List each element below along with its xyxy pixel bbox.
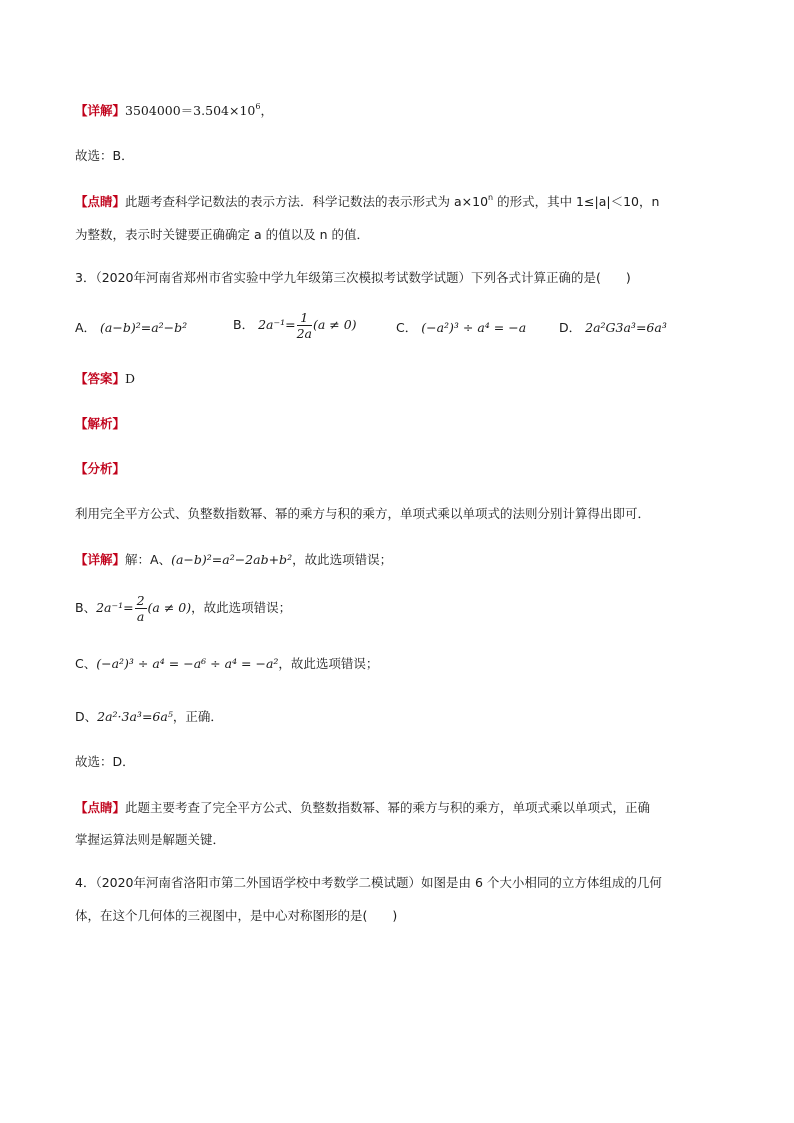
q3-stem: 3．（2020年河南省郑州市省实验中学九年级第三次模拟考试数学试题）下列各式计算正确的是( ) — [75, 270, 631, 285]
q3-option-b-fraction — [297, 310, 312, 341]
q3-detail-b-denominator: a — [136, 609, 145, 624]
q4-stem-line1: 4．（2020年河南省洛阳市第二外国语学校中考数学二模试题）如图是由 6 个大小相同的立方体组成的几何 — [75, 875, 662, 890]
q2-detail-exponent: 6 — [255, 102, 261, 111]
q3-comment-line2: 掌握运算法则是解题关键． — [75, 832, 226, 847]
q3-comment-l1: 此题主要考查了完全平方公式、负整数指数幂、幂的乘方与积的乘方，单项式乘以单项式，正确 — [125, 800, 651, 815]
q3-comment-line1 — [75, 798, 650, 818]
q3-detail-b-fraction — [135, 593, 147, 624]
q3-option-b — [233, 310, 357, 341]
q3-detail-b-cond: (a ≠ 0) — [147, 600, 192, 615]
q3-option-c-label: C． — [396, 320, 418, 335]
q3-options — [75, 310, 715, 346]
q3-option-b-label: B． — [233, 317, 255, 332]
q2-detail — [75, 101, 273, 121]
q3-detail-c-tail: ，故此选项错误； — [278, 656, 379, 671]
q3-detail-a-tail: ，故此选项错误； — [292, 552, 393, 567]
q3-option-c-expr: (−a²)³ ÷ a⁴ = −a — [421, 320, 527, 335]
q2-detail-text: 3504000＝3.504×10 — [125, 103, 256, 118]
q2-comment-l1b: 的形式，其中 1≤|a|＜10，n — [493, 194, 660, 209]
q3-option-a-expr: (a−b)²=a²−b² — [100, 320, 188, 335]
q3-detail-b-prefix: B、 — [75, 600, 97, 615]
q3-detail-tag: 【详解】 — [75, 552, 126, 567]
q3-detail-b-lhs: 2a⁻¹= — [96, 600, 134, 615]
q3-detail-prefix: 解：A、 — [125, 552, 172, 567]
q3-detail-a — [75, 550, 392, 570]
q2-comment-line2: 为整数，表示时关键要正确确定 a 的值以及 n 的值． — [75, 227, 369, 242]
q3-detail-c — [75, 654, 378, 674]
q3-analysis-heading: 【解析】 — [75, 416, 126, 431]
q3-detail-d-expr: 2a²·3a³=6a⁵ — [97, 709, 173, 724]
q3-comment-tag: 【点睛】 — [75, 800, 126, 815]
q3-option-b-numerator: 1 — [297, 310, 312, 326]
q3-detail-d-prefix: D、 — [75, 709, 98, 724]
q3-fenxi-heading: 【分析】 — [75, 461, 126, 476]
q3-detail-d-tail: ，正确． — [172, 709, 223, 724]
q3-option-d-expr: 2a²G3a³=6a³ — [585, 320, 667, 335]
q2-detail-tag: 【详解】 — [75, 103, 126, 118]
q3-choose: 故选：D． — [75, 754, 135, 769]
q3-option-b-denominator: 2a — [296, 326, 312, 341]
q3-answer-tag: 【答案】 — [75, 371, 126, 386]
q2-comment-line1 — [75, 192, 659, 212]
q3-detail-b-numerator: 2 — [136, 593, 145, 608]
q2-comment-tag: 【点睛】 — [75, 194, 126, 209]
q3-option-c — [396, 318, 526, 338]
q3-option-b-cond: (a ≠ 0) — [312, 317, 357, 332]
q3-detail-b — [75, 593, 291, 624]
q2-comment-l1a: 此题考查科学记数法的表示方法．科学记数法的表示形式为 a×10 — [125, 194, 489, 209]
q3-detail-d — [75, 707, 223, 727]
q3-option-a-label: A． — [75, 320, 97, 335]
q2-choose: 故选：B． — [75, 148, 134, 163]
q2-comment-exponent: n — [488, 193, 494, 202]
q3-answer-value: D — [125, 371, 136, 386]
q3-detail-c-expr: (−a²)³ ÷ a⁴ = −a⁶ ÷ a⁴ = −a² — [96, 656, 279, 671]
q3-option-a — [75, 318, 187, 338]
q3-option-d-label: D． — [559, 320, 582, 335]
q3-detail-c-prefix: C、 — [75, 656, 97, 671]
q3-detail-b-tail: ，故此选项错误； — [191, 600, 292, 615]
q3-answer — [75, 369, 135, 389]
q3-fenxi-text: 利用完全平方公式、负整数指数幂、幂的乘方与积的乘方，单项式乘以单项式的法则分别计算得出即可． — [75, 506, 651, 521]
q3-detail-a-expr: (a−b)²=a²−2ab+b² — [171, 552, 293, 567]
q3-option-d — [559, 318, 667, 338]
q4-stem-line2: 体，在这个几何体的三视图中，是中心对称图形的是( ) — [75, 908, 398, 923]
q3-option-b-lhs: 2a⁻¹= — [258, 317, 296, 332]
q2-detail-end: ， — [260, 103, 273, 118]
